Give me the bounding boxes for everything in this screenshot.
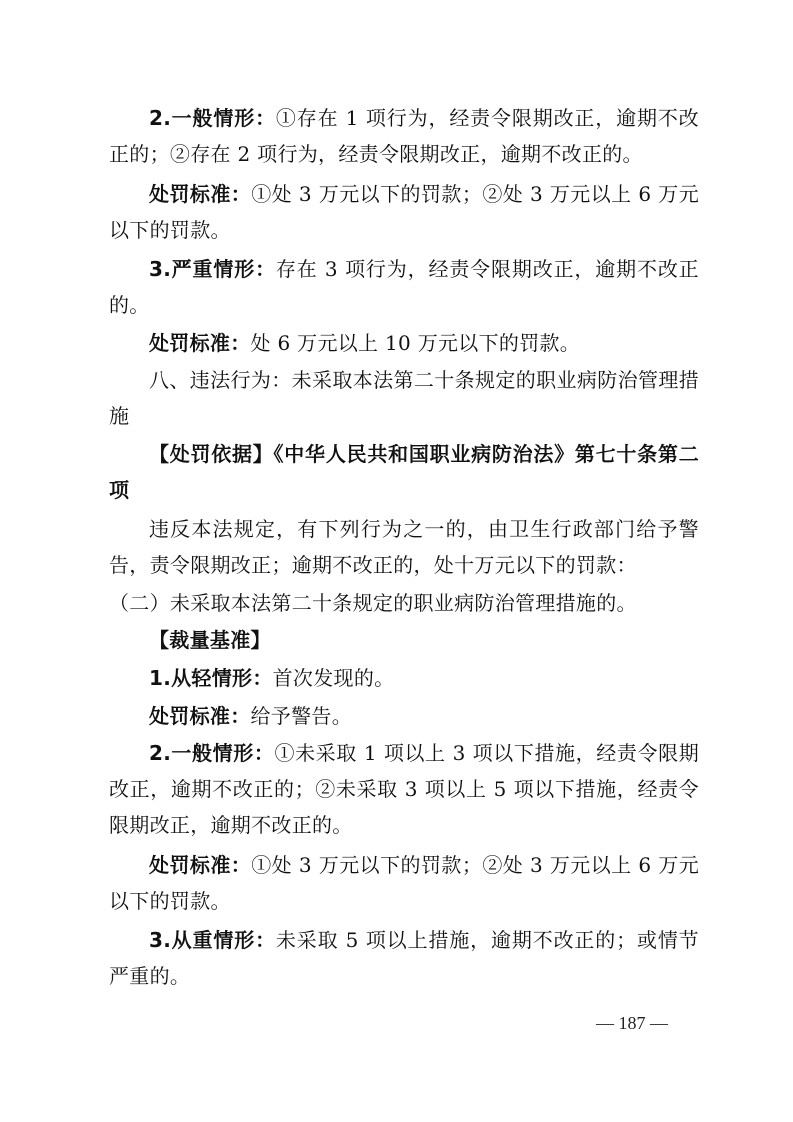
paragraph-text: （二）未采取本法第二十条规定的职业病防治管理措施的。	[109, 591, 637, 615]
paragraph-text: ①未采取 1 项以上 3 项以下措施，经责令限期改正，逾期不改正的；②未采取 3 项以上 5 项以下措施，经责令限期改正，逾期不改正的。	[109, 741, 699, 837]
paragraph-text: ①存在 1 项行为，经责令限期改正，逾期不改正的；②存在 2 项行为，经责令限期改正，逾期不改正的。	[109, 106, 699, 166]
paragraph-label: 处罚标准：	[149, 704, 251, 728]
paragraph-label: 3.严重情形：	[149, 257, 276, 281]
paragraph-general-situation	[109, 100, 699, 172]
penalty-basis-heading	[109, 436, 699, 508]
paragraph-text: 给予警告。	[250, 704, 352, 728]
paragraph-law-item	[109, 585, 699, 621]
paragraph-label: 【裁量基准】	[149, 628, 271, 652]
paragraph-penalty-standard	[109, 847, 699, 919]
paragraph-text: 首次发现的。	[272, 666, 395, 690]
paragraph-text: ①处 3 万元以下的罚款；②处 3 万元以上 6 万元以下的罚款。	[109, 853, 700, 913]
paragraph-text: 八、违法行为：未采取本法第二十条规定的职业病防治管理措施	[109, 368, 699, 428]
paragraph-text: 违反本法规定，有下列行为之一的，由卫生行政部门给予警告，责令限期改正；逾期不改正的，处十万元以下的罚款：	[109, 517, 699, 577]
paragraph-text: 未采取 5 项以上措施，逾期不改正的；或情节严重的。	[109, 928, 699, 988]
paragraph-penalty-standard	[109, 698, 699, 734]
paragraph-label: 处罚标准：	[149, 182, 252, 206]
section-heading-violation	[109, 362, 699, 434]
paragraph-general-situation	[109, 735, 699, 843]
paragraph-penalty-standard	[109, 176, 699, 248]
paragraph-text: 处 6 万元以上 10 万元以下的罚款。	[250, 331, 581, 355]
paragraph-text: ①处 3 万元以下的罚款；②处 3 万元以上 6 万元以下的罚款。	[109, 182, 700, 242]
paragraph-label: 【处罚依据】《中华人民共和国职业病防治法》第七十条第二项	[109, 442, 699, 502]
paragraph-law-text	[109, 511, 699, 583]
paragraph-label: 处罚标准：	[149, 331, 251, 355]
page-number: — 187 —	[596, 1013, 668, 1033]
paragraph-label: 1.从轻情形：	[149, 666, 273, 690]
paragraph-label: 2.一般情形：	[149, 106, 276, 130]
paragraph-light-situation	[109, 660, 699, 696]
paragraph-label: 2.一般情形：	[149, 741, 275, 765]
paragraph-label: 处罚标准：	[149, 853, 252, 877]
paragraph-heavy-situation	[109, 922, 699, 994]
paragraph-penalty-standard	[109, 325, 699, 361]
paragraph-label: 3.从重情形：	[149, 928, 276, 952]
paragraph-text: 存在 3 项行为，经责令限期改正，逾期不改正的。	[109, 257, 699, 317]
paragraph-serious-situation	[109, 251, 699, 323]
discretion-standard-heading	[109, 622, 699, 658]
